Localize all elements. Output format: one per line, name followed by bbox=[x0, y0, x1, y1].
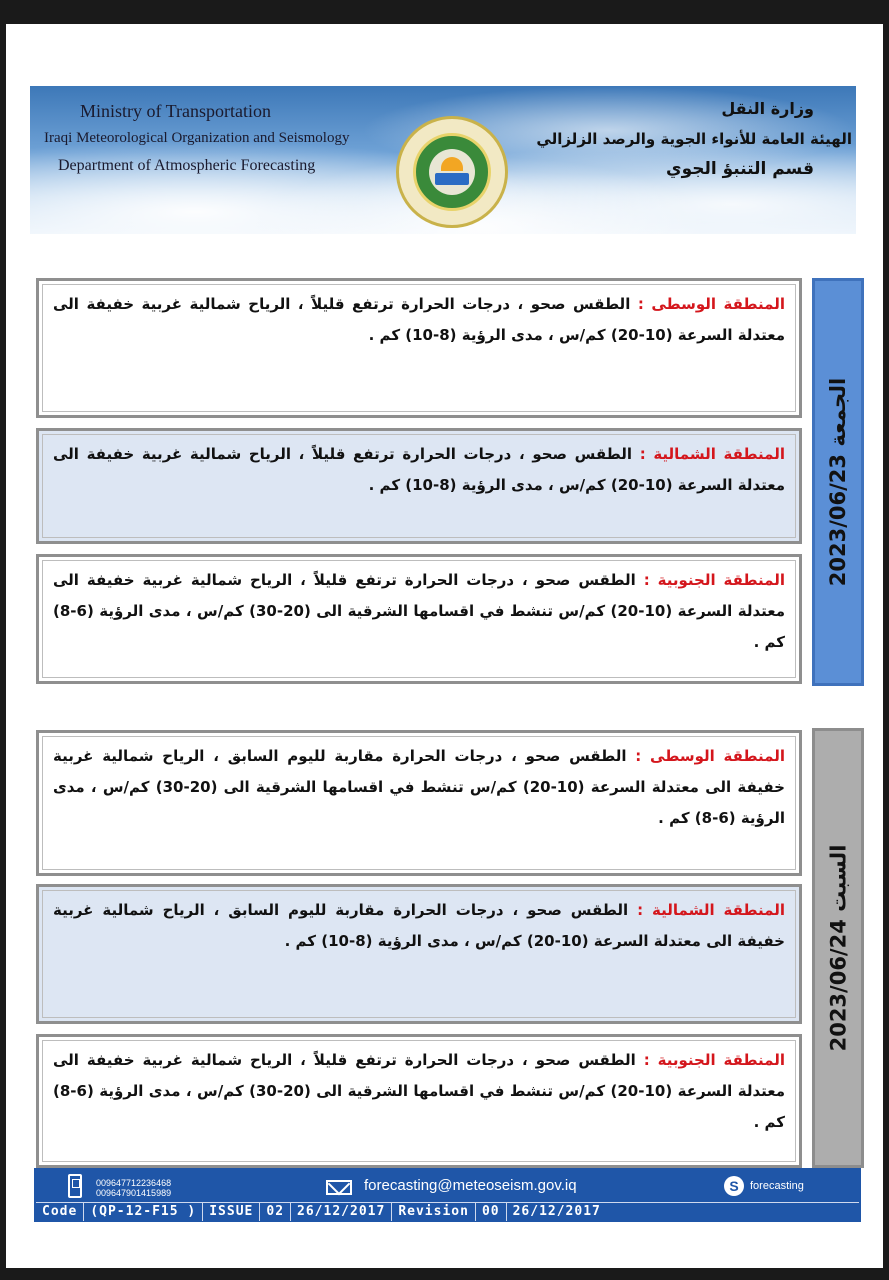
skype-icon: S bbox=[724, 1176, 744, 1196]
department-title-en: Department of Atmospheric Forecasting bbox=[58, 157, 316, 174]
phone-numbers bbox=[96, 1178, 171, 1198]
skype-handle[interactable]: forecasting bbox=[750, 1180, 804, 1192]
forecast-day2-central bbox=[36, 730, 802, 876]
sun-icon bbox=[441, 157, 463, 171]
revision-number: 00 bbox=[476, 1203, 507, 1221]
forecast-day1-south bbox=[36, 554, 802, 684]
issue-label: ISSUE bbox=[203, 1203, 260, 1221]
region-label: المنطقة الشمالية : bbox=[639, 445, 785, 463]
day2-date: السبت 2023/06/24 bbox=[826, 844, 850, 1052]
forecast-day2-north bbox=[36, 884, 802, 1024]
department-title-ar: قسم التنبؤ الجوي bbox=[666, 159, 814, 179]
region-label: المنطقة الجنوبية : bbox=[643, 571, 785, 589]
day1-date: الجمعة 2023/06/23 bbox=[826, 377, 850, 587]
forecast-day1-central bbox=[36, 278, 802, 418]
organization-title-en: Iraqi Meteorological Organization and Seismology bbox=[44, 130, 350, 146]
code-label: Code bbox=[36, 1203, 84, 1221]
region-label: المنطقة الجنوبية : bbox=[643, 1051, 785, 1069]
header-english bbox=[44, 98, 350, 179]
footer-bar bbox=[34, 1168, 861, 1222]
phone-number-1: 009647712236468 bbox=[96, 1178, 172, 1188]
header-banner bbox=[30, 86, 856, 234]
forecast-day2-south bbox=[36, 1034, 802, 1168]
header-arabic bbox=[474, 94, 852, 184]
region-label: المنطقة الوسطى : bbox=[637, 295, 785, 313]
issue-date: 26/12/2017 bbox=[291, 1203, 392, 1221]
document-code-bar bbox=[36, 1202, 859, 1221]
forecast-text: الطقس صحو ، درجات الحرارة ترتفع قليلاً ، الرياح شمالية غربية خفيفة الى معتدلة السرعة (10-20) كم/س تنشط في اقسامها الشرقية الى (20-30) كم/س ، مدى الرؤية (6-8) كم . bbox=[53, 1051, 785, 1131]
water-icon bbox=[435, 173, 469, 185]
issue-number: 02 bbox=[260, 1203, 291, 1221]
phone-number-2: 009647901415989 bbox=[96, 1188, 172, 1198]
revision-date: 26/12/2017 bbox=[512, 1204, 601, 1219]
region-label: المنطقة الوسطى : bbox=[635, 747, 785, 765]
forecast-text: الطقس صحو ، درجات الحرارة ترتفع قليلاً ، الرياح شمالية غربية خفيفة الى معتدلة السرعة (10-20) كم/س ، مدى الرؤية (8-10) كم . bbox=[53, 445, 785, 494]
revision-label: Revision bbox=[392, 1203, 476, 1221]
organization-title-ar: الهيئة العامة للأنواء الجوية والرصد الزلزالي bbox=[536, 130, 852, 148]
code-value: (QP-12-F15 ) bbox=[84, 1203, 203, 1221]
forecast-text: الطقس صحو ، درجات الحرارة ترتفع قليلاً ، الرياح شمالية غربية خفيفة الى معتدلة السرعة (10-20) كم/س ، مدى الرؤية (8-10) كم . bbox=[53, 295, 785, 344]
phone-icon bbox=[68, 1174, 82, 1198]
day2-date-column bbox=[812, 728, 864, 1168]
mail-icon bbox=[326, 1180, 352, 1195]
ministry-title-en: Ministry of Transportation bbox=[80, 101, 272, 121]
forecast-day1-north bbox=[36, 428, 802, 544]
ministry-title-ar: وزارة النقل bbox=[721, 99, 814, 118]
email-link[interactable]: forecasting@meteoseism.gov.iq bbox=[364, 1177, 577, 1194]
region-label: المنطقة الشمالية : bbox=[637, 901, 785, 919]
forecast-text: الطقس صحو ، درجات الحرارة ترتفع قليلاً ، الرياح شمالية غربية خفيفة الى معتدلة السرعة (10-20) كم/س تنشط في اقسامها الشرقية الى (20-30) كم/س ، مدى الرؤية (6-8) كم . bbox=[53, 571, 785, 651]
forecast-text: الطقس صحو ، درجات الحرارة مقاربة لليوم السابق ، الرياح شمالية غربية خفيفة الى معتدلة السرعة (10-20) كم/س ، مدى الرؤية (8-10) كم . bbox=[53, 901, 785, 950]
day1-date-column bbox=[812, 278, 864, 686]
forecast-text: الطقس صحو ، درجات الحرارة مقاربة لليوم السابق ، الرياح شمالية غربية خفيفة الى معتدلة السرعة (10-20) كم/س تنشط في اقسامها الشرقية الى (20-30) كم/س ، مدى الرؤية (6-8) كم . bbox=[53, 747, 785, 827]
